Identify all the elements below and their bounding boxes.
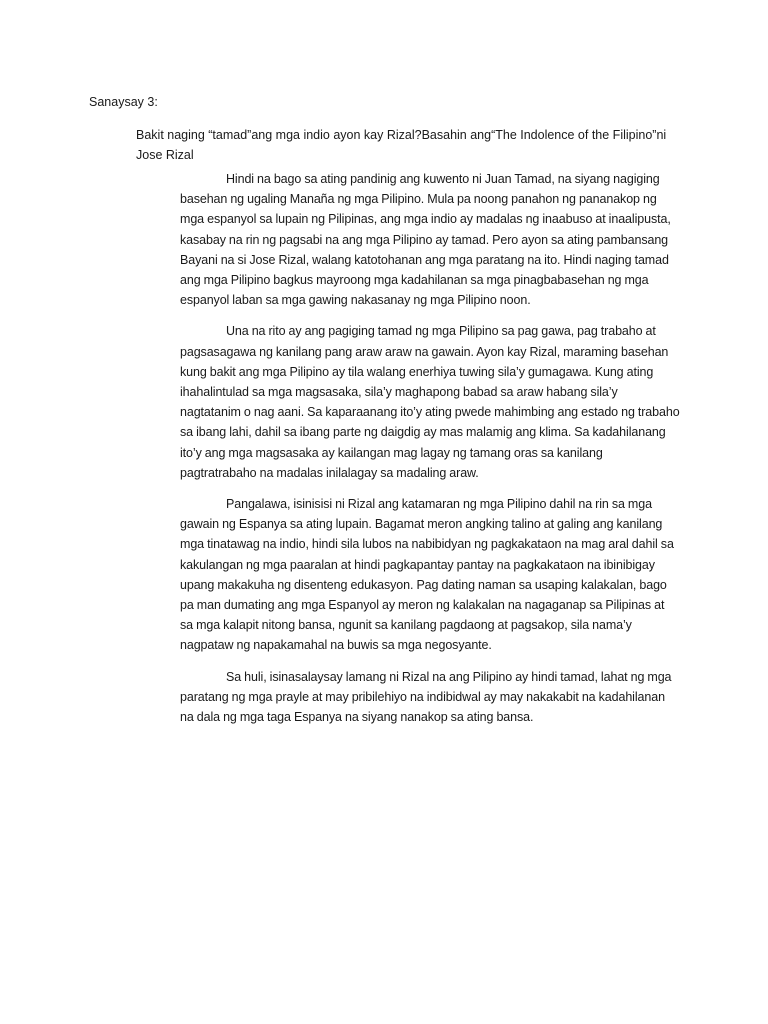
essay-body [180,169,680,738]
essay-heading: Sanaysay 3: [89,95,158,109]
paragraph-conclusion: Sa huli, isinasalaysay lamang ni Rizal na ang Pilipino ay hindi tamad, lahat ng mga paratang ng mga prayle at may pribilehiyo na indibidwal ay may nakakabit na kadahilanan na dala ng mga taga Espanya na siyang nanakop sa ating bansa. [180,669,672,725]
paragraph-intro: Hindi na bago sa ating pandinig ang kuwento ni Juan Tamad, na siyang nagiging basehan ng ugaling Manaña ng mga Pilipino. Mula pa noong panahon ng pananakop ng mga espanyol sa lupain ng Pilipinas, ang mga indio ay madalas ng inaabuso at inaalipusta, kasabay na rin ng pagsabi na ang mga Pilipino ay tamad. Pero ayon sa ating pambansang Bayani na si Jose Rizal, walang katotohanan ang mga paratang na ito. Hindi naging tamad ang mga Pilipino bagkus mayroong mga kadahilanan sa mga pinagbabasehan ng mga espanyol laban sa mga gawing nakasanay ng mga Pilipino noon. [180,172,671,308]
essay-question: Bakit naging “tamad”ang mga indio ayon kay Rizal?Basahin ang“The Indolence of the Filipino”ni Jose Rizal [136,128,667,162]
paragraph-second-reason: Pangalawa, isinisisi ni Rizal ang katamaran ng mga Pilipino dahil na rin sa mga gawain ng Espanya sa ating lupain. Bagamat meron angking talino at galing ang kanilang mga tinatawag na indio, hindi sila lubos na nabibidyan ng pagkakataon na mag aral dahil sa kakulangan ng mga paaralan at hindi pagkapantay pantay na pagkakataon na ibinibigay upang makakuha ng disenteng edukasyon. Pag dating naman sa usaping kalakalan, bago pa man dumating ang mga Espanyol ay meron ng kalakalan na nagaganap sa Pilipinas at sa mga kalapit nitong bansa, ngunit sa kanilang pagdaong at pagsakop, sila nama’y nagpataw ng napakamahal na buwis sa mga negosyante. [180,497,674,653]
paragraph-first-reason: Una na rito ay ang pagiging tamad ng mga Pilipino sa pag gawa, pag trabaho at pagsasagawa ng kanilang pang araw araw na gawain. Ayon kay Rizal, maraming basehan kung bakit ang mga Pilipino ay tila walang enerhiya tuwing sila’y gumagawa. Kung ating ihahalintulad sa mga magsasaka, sila’y maghapong babad sa araw habang sila’y nagtatanim o nag aani. Sa kaparaanang ito’y ating pwede mahimbing ang estado ng trabaho sa ibang lahi, dahil sa ibang parte ng daigdig ay mas malamig ang klima. Sa kadahilanang ito’y ang mga magsasaka ay kailangan mag lagay ng tamang oras sa kanilang pagtratrabaho na madalas inilalagay sa madaling araw. [180,324,680,480]
